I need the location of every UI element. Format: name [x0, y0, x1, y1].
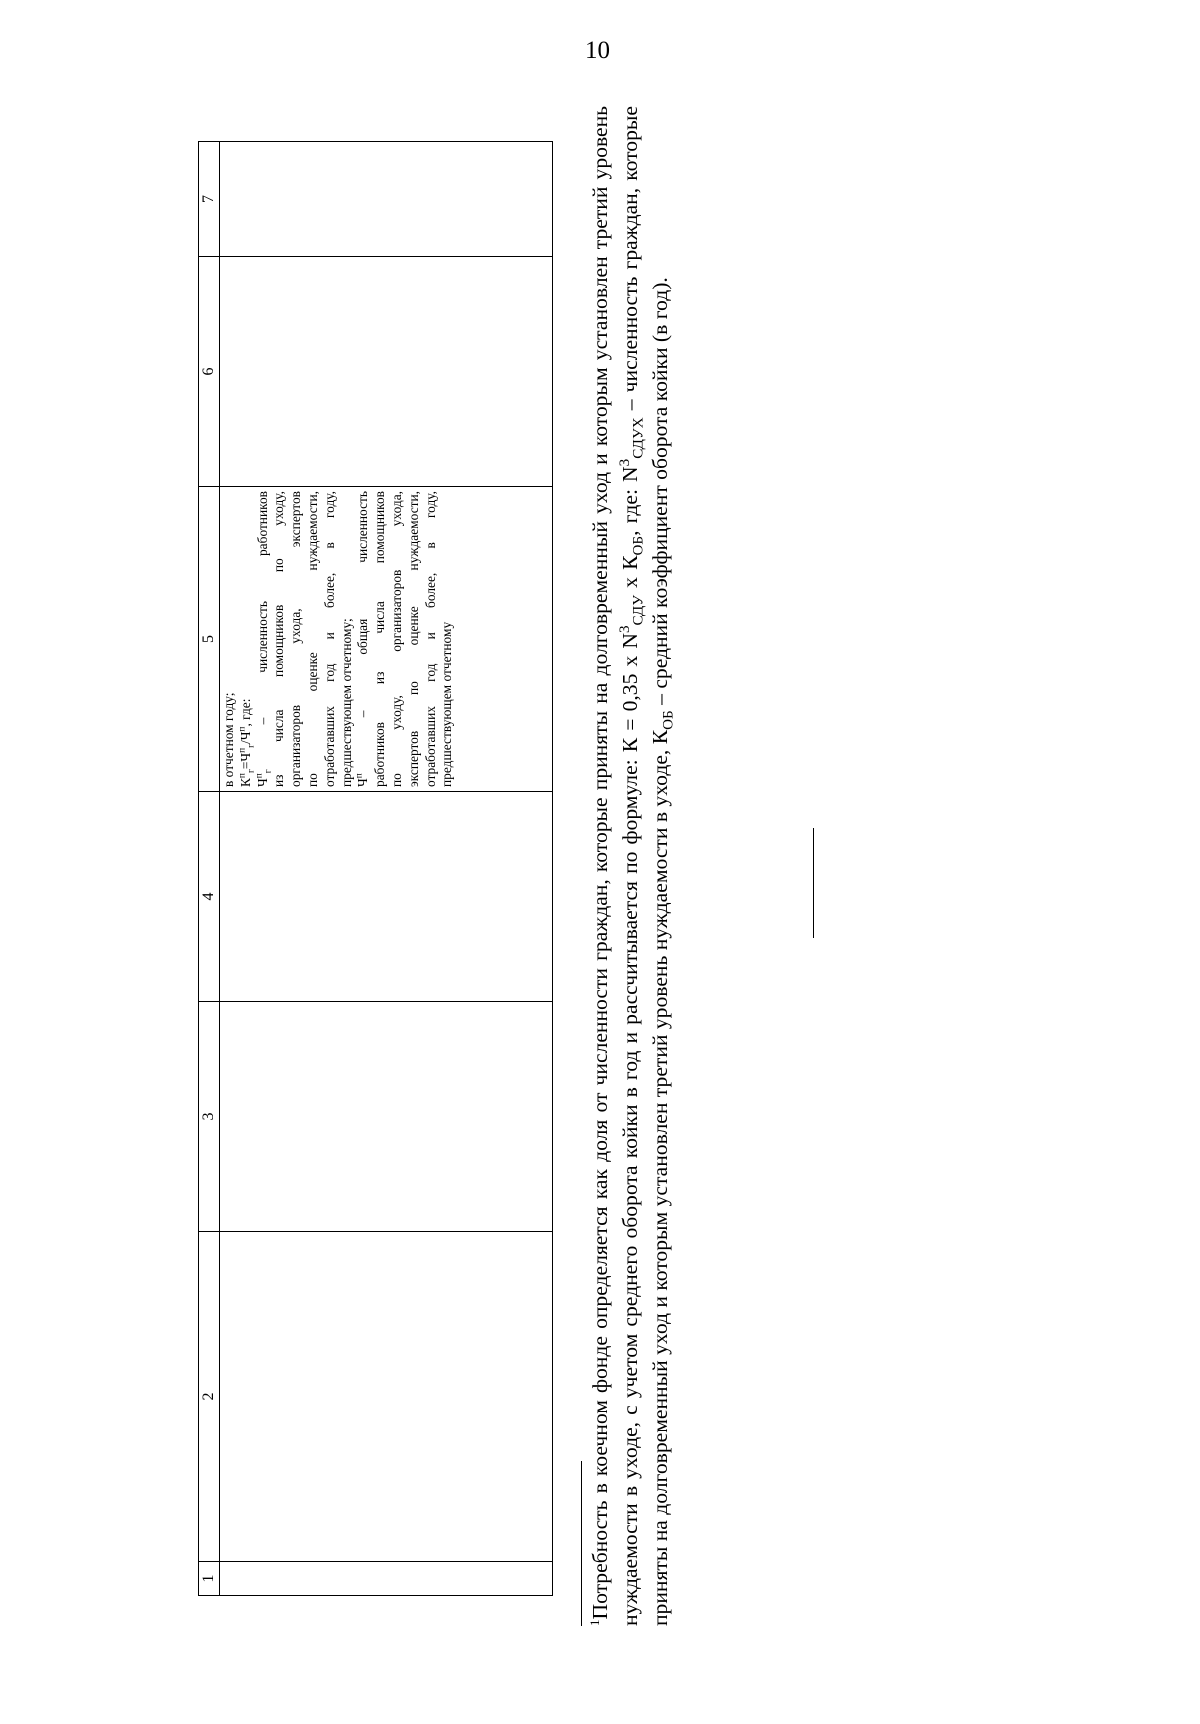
cell-text-line: экспертов по оценке нуждаемости,: [405, 491, 421, 787]
table-cell: [220, 142, 553, 257]
column-number: 7: [199, 142, 220, 257]
cell-text-line: предшествующем отчетному;: [338, 618, 354, 787]
cell-text-line: $Ч^п_г$ – численность работников: [254, 491, 274, 787]
footnote: [581, 106, 675, 1626]
column-number: 2: [199, 1232, 220, 1562]
column-number: 5: [199, 487, 220, 792]
cell-text-line: из числа помощников по уходу,: [271, 491, 287, 787]
column-number: 6: [199, 257, 220, 487]
cell-text-line: работников из числа помощников: [372, 491, 388, 787]
cell-text-line: предшествующем отчетному: [439, 621, 455, 787]
cell-text-line: организаторов ухода, экспертов: [288, 491, 304, 787]
footnote-marker: 1: [587, 1619, 602, 1626]
indicator-table: [198, 141, 553, 1596]
cell-text-line: в отчетном году;: [221, 692, 236, 787]
table-cell: [220, 1232, 553, 1562]
table-cell: [220, 792, 553, 1002]
formula-line: $К^п_г=Ч^п_г/Ч^п$, где:: [237, 698, 257, 787]
cell-text-line: по оценке нуждаемости,: [304, 491, 320, 787]
cell-text-line: отработавших год и более, в году,: [321, 491, 337, 787]
cell-text-line: $Ч^п$ – общая численность: [354, 491, 371, 787]
column-number: 4: [199, 792, 220, 1002]
rotated-landscape-content: [198, 95, 758, 1655]
formula-description-cell: [220, 487, 553, 792]
page-number: 10: [585, 37, 610, 64]
table-row: [220, 142, 553, 1596]
column-number: 3: [199, 1002, 220, 1232]
cell-text-line: по уходу, организаторов ухода,: [388, 491, 404, 787]
table-cell: [220, 1562, 553, 1596]
end-separator-line: [813, 828, 814, 938]
table-cell: [220, 1002, 553, 1232]
table-cell: [220, 257, 553, 487]
cell-text-line: отработавших год и более, в году,: [422, 491, 438, 787]
column-number-row: [199, 142, 220, 1596]
column-number: 1: [199, 1562, 220, 1596]
footnote-text: $^1$Потребность в коечном фонде определяется как доля от численности граждан, которые приняты на долговременный уход и которым установлен третий уровень нуждаемости в уходе, с учетом среднего оборота койки в год и рассчитывается по формуле: К = 0,35 х $N^3_{СДУ}$ х $К_{ОБ}$, где: $N^3_{СДУХ}$ – численность граждан, которые приняты на долговременный уход и которым установлен третий уровень нуждаемости в уходе, $К_{ОБ}$ – средний коэффициент оборота койки (в год).: [587, 106, 677, 1626]
